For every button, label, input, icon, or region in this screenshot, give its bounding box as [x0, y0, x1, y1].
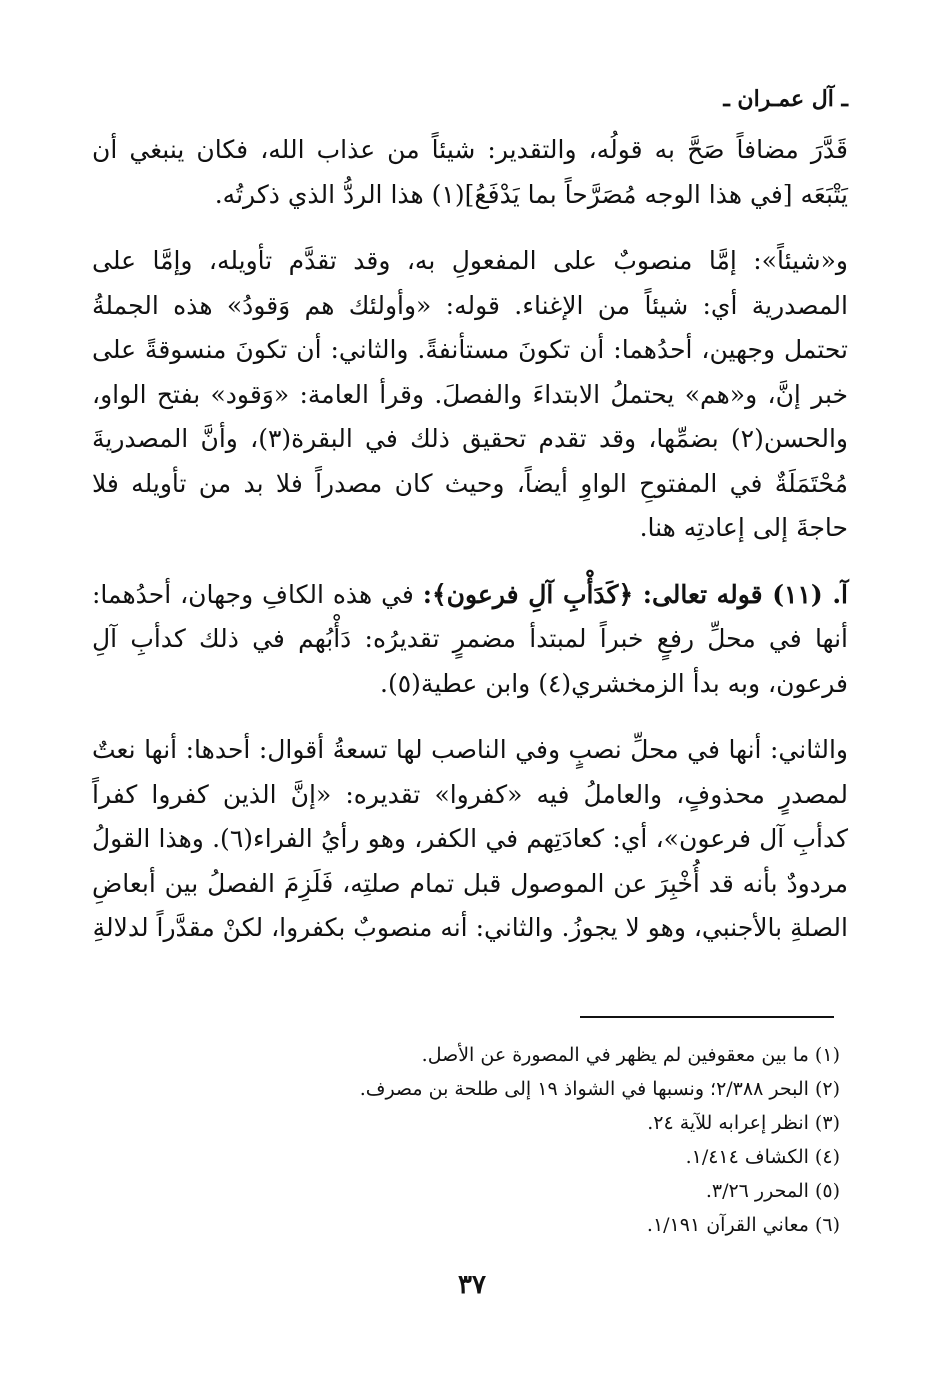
paragraph: قَدَّرَ مضافاً صَحَّ به قولُه، والتقدير: شيئاً من عذاب الله، فكان ينبغي أن يَتْبَعَه [في هذا الوجه مُصَرَّحاً بما يَدْفَعُ](١) هذا الردُّ الذي ذكرتُه.	[92, 135, 848, 209]
footnote-separator	[580, 1016, 834, 1018]
footnotes-list	[100, 1038, 840, 1242]
page-number: ٣٧	[458, 1270, 486, 1300]
main-text	[92, 128, 848, 973]
paragraph: والثاني: أنها في محلِّ نصبٍ وفي الناصب لها تسعةُ أقوال: أحدها: أنها نعتٌ لمصدرٍ محذوفٍ، والعاملُ فيه «كفروا» تقديره: «إنَّ الذين كفروا كفراً كدأبِ آل فرعون»، أي: كعادَتِهم في الكفر، وهو رأيُ الفراء(٦). وهذا القولُ مردودٌ بأنه قد أُخْبِرَ عن الموصول قبل تمام صلتِه، فَلَزِمَ الفصلُ بين أبعاضِ الصلةِ بالأجنبي، وهو لا يجوزُ. والثاني: أنه منصوبٌ بكفروا، لكنْ مقدَّراً لدلالةِ	[92, 735, 848, 942]
paragraph: و«شيئاً»: إمَّا منصوبٌ على المفعولِ به، وقد تقدَّم تأويله، وإمَّا على المصدرية أي: شيئاً من الإغناء. قوله: «وأولئك هم وَقودُ» هذه الجملةُ تحتمل وجهين، أحدُهما: أن تكونَ مستأنفةً. والثاني: أن تكونَ منسوقةً على خبر إنَّ، و«هم» يحتملُ الابتداءَ والفصلَ. وقرأ العامة: «وَقود» بفتح الواو، والحسن(٢) بضمِّها، وقد تقدم تحقيق ذلك في البقرة(٣)، وأنَّ المصدريةَ مُحْتَمَلَةٌ في المفتوحِ الواوِ أيضاً، وحيث كان مصدراً فلا بد من تأويله فلا حاجةَ إلى إعادتِه هنا.	[92, 246, 848, 542]
footnote: (٦) معاني القرآن ١/١٩١.	[646, 1214, 840, 1236]
verse-heading: آ. (١١) قوله تعالى: ﴿كَدَأْبِ آلِ فرعون﴾:	[422, 579, 848, 609]
footnote: (٢) البحر ٢/٣٨٨؛ ونسبها في الشواذ ١٩ إلى طلحة بن مصرف.	[359, 1078, 840, 1100]
footnote: (٥) المحرر ٣/٢٦.	[705, 1180, 840, 1202]
footnote: (٤) الكشاف ١/٤١٤.	[685, 1146, 840, 1168]
paragraph	[92, 573, 848, 707]
paragraph-text: في هذه الكافِ وجهان، أحدُهما: أنها في محلِّ رفعٍ خبراً لمبتدأ مضمرٍ تقديرُه: دَأْبُهم في ذلك كدأبِ آلِ فرعون، وبه بدأ الزمخشري(٤) وابن عطية(٥).	[92, 579, 848, 698]
footnote: (٣) انظر إعرابه للآية ٢٤.	[647, 1112, 840, 1134]
footnote: (١) ما بين معقوفين لم يظهر في المصورة عن الأصل.	[421, 1044, 840, 1066]
running-header: ـ آل عمـران ـ	[723, 86, 848, 112]
